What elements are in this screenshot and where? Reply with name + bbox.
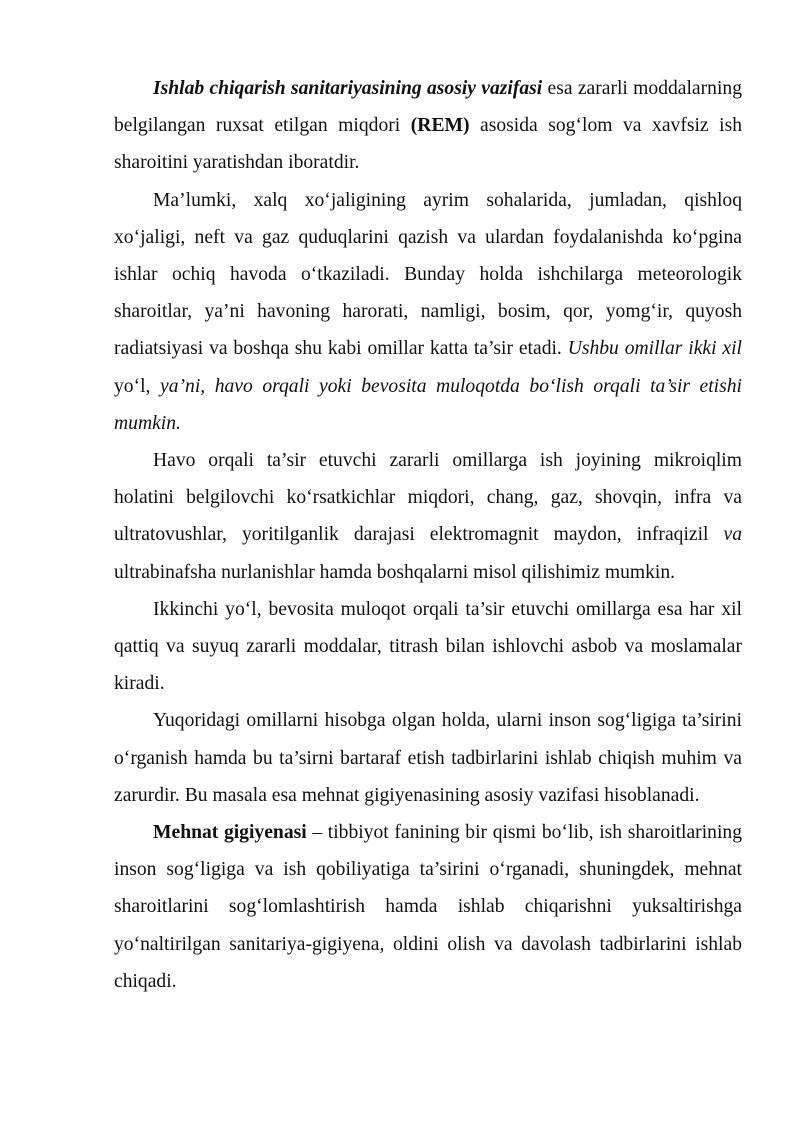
paragraph-3-text-b: ultrabinafsha nurlanishlar hamda boshqalarni misol qilishimiz mumkin. — [114, 561, 676, 583]
paragraph-4-text: Ikkinchi yo‘l, bevosita muloqot orqali ta’sir etuvchi omillarga esa har xil qattiq va suyuq zararli moddalar, titrash bilan ishlovchi asbob va moslamalar kiradi. — [114, 598, 742, 695]
paragraph-1-text-b: asosida sog‘lom va xavfsiz ish sharoitini yaratishdan iboratdir. — [114, 115, 743, 174]
paragraph-3 — [114, 442, 742, 591]
paragraph-6-text: – tibbiyot fanining bir qismi bo‘lib, ish sharoitlarining inson sog‘ligiga va ish qobiliyatiga ta’sirini o‘rganadi, shuningdek, mehnat sharoitlarini sog‘lomlashtirish hamda ishlab chiqarishni yuksaltirishga yo‘naltirilgan sanitariya-gigiyena, oldini olish va davolash tadbirlarini ishlab chiqadi. — [114, 822, 742, 992]
term-mehnat-gigiyenasi: Mehnat gigiyenasi — [153, 822, 307, 844]
paragraph-2-text-a: Ma’lumki, xalq xo‘jaligining ayrim sohalarida, jumladan, qishloq xo‘jaligi, neft va gaz quduqlarini qazish va ulardan foydalanishda ko‘pgina ishlar ochiq havoda o‘tkaziladi. Bunday holda ishchilarga meteorologik sharoitlar, ya’ni havoning harorati, namligi, bosim, qor, yomg‘ir, quyosh radiatsiyasi va boshqa shu kabi omillar katta ta’sir etadi. — [114, 189, 742, 360]
rem-abbreviation: (REM) — [410, 115, 470, 137]
paragraph-3-text-a: Havo orqali ta’sir etuvchi zararli omillarga ish joyining mikroiqlim holatini belgilovchi ko‘rsatkichlar miqdori, chang, gaz, shovqin, infra va ultratovushlar, yoritilganlik darajasi elektromagnit maydon, infraqizil — [114, 450, 742, 546]
paragraph-1-text-a: esa zararli moddalarning belgilangan ruxsat etilgan miqdori — [114, 78, 742, 137]
paragraph-4 — [114, 591, 742, 703]
paragraph-3-italic: va — [723, 524, 742, 546]
paragraph-6 — [114, 814, 742, 1000]
paragraph-5-text: Yuqoridagi omillarni hisobga olgan holda, ularni inson sog‘ligiga ta’sirini o‘rganish hamda bu ta’sirni bartaraf etish tadbirlarini ishlab chiqish muhim va zarurdir. Bu masala esa mehnat gigiyenasining asosiy vazifasi hisoblanadi. — [114, 710, 742, 806]
paragraph-2-text-b: yo‘l, — [114, 375, 160, 397]
paragraph-2-italic-a: Ushbu omillar ikki xil — [567, 338, 742, 360]
term-ishlab-chiqarish-sanitariyasi: Ishlab chiqarish sanitariyasining asosiy vazifasi — [153, 78, 543, 99]
paragraph-5 — [114, 702, 742, 814]
paragraph-2-italic-b: ya’ni, havo orqali yoki bevosita muloqotda bo‘lish orqali ta’sir etishi mumkin. — [114, 375, 742, 434]
paragraph-2 — [114, 182, 742, 442]
paragraph-1 — [114, 70, 742, 182]
document-page — [114, 70, 742, 1000]
